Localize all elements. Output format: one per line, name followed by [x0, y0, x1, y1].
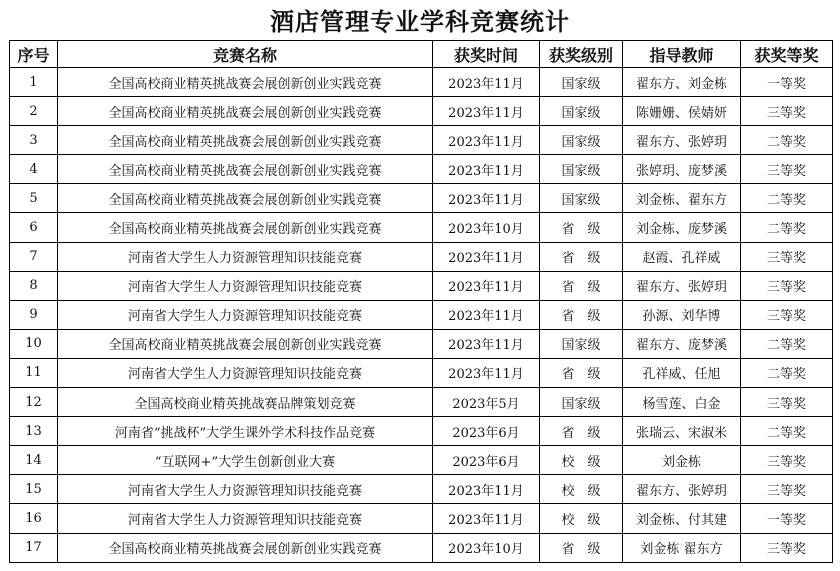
cell-competition: 全国高校商业精英挑战赛会展创新创业实践竞赛 — [58, 155, 433, 184]
cell-index: 6 — [10, 213, 58, 242]
cell-award-level: 省 级 — [540, 242, 623, 271]
cell-award-grade: 二等奖 — [741, 329, 833, 358]
cell-award-level: 省 级 — [540, 358, 623, 387]
cell-award-time: 2023年11月 — [433, 97, 540, 126]
table-row — [10, 184, 833, 213]
cell-award-level: 校 级 — [540, 446, 623, 475]
cell-index: 13 — [10, 417, 58, 446]
cell-award-grade: 三等奖 — [741, 475, 833, 504]
table-row — [10, 358, 833, 387]
cell-award-level: 国家级 — [540, 184, 623, 213]
table-row — [10, 329, 833, 358]
header-award-grade: 获奖等奖 — [741, 41, 833, 68]
cell-competition: 全国高校商业精英挑战赛会展创新创业实践竞赛 — [58, 97, 433, 126]
cell-award-time: 2023年10月 — [433, 533, 540, 562]
table-row — [10, 475, 833, 504]
cell-award-grade: 一等奖 — [741, 68, 833, 97]
cell-award-grade: 二等奖 — [741, 126, 833, 155]
page-title: 酒店管理专业学科竞赛统计 — [270, 7, 570, 36]
cell-award-level: 省 级 — [540, 300, 623, 329]
cell-award-level: 校 级 — [540, 504, 623, 533]
table-row — [10, 504, 833, 533]
cell-advisors: 翟东方、张婷玥 — [623, 126, 741, 155]
cell-advisors: 刘金栋 — [623, 446, 741, 475]
cell-index: 9 — [10, 300, 58, 329]
cell-advisors: 孔祥威、任旭 — [623, 358, 741, 387]
cell-award-time: 2023年11月 — [433, 358, 540, 387]
cell-index: 3 — [10, 126, 58, 155]
cell-award-grade: 三等奖 — [741, 271, 833, 300]
cell-advisors: 张瑞云、宋淑米 — [623, 417, 741, 446]
cell-competition: 河南省“挑战杯”大学生课外学术科技作品竞赛 — [58, 417, 433, 446]
cell-competition: 河南省大学生人力资源管理知识技能竞赛 — [58, 271, 433, 300]
cell-advisors: 张婷玥、庞梦溪 — [623, 155, 741, 184]
cell-award-level: 省 级 — [540, 213, 623, 242]
cell-advisors: 陈姗姗、侯婧妍 — [623, 97, 741, 126]
cell-competition: 全国高校商业精英挑战赛品牌策划竞赛 — [58, 388, 433, 417]
cell-award-time: 2023年11月 — [433, 329, 540, 358]
cell-competition: 河南省大学生人力资源管理知识技能竞赛 — [58, 242, 433, 271]
cell-award-time: 2023年11月 — [433, 68, 540, 97]
cell-award-time: 2023年11月 — [433, 184, 540, 213]
table-row — [10, 97, 833, 126]
cell-index: 8 — [10, 271, 58, 300]
cell-award-grade: 二等奖 — [741, 417, 833, 446]
cell-competition: 河南省大学生人力资源管理知识技能竞赛 — [58, 504, 433, 533]
header-index: 序号 — [10, 41, 58, 68]
cell-award-grade: 二等奖 — [741, 184, 833, 213]
cell-award-grade: 三等奖 — [741, 242, 833, 271]
cell-index: 11 — [10, 358, 58, 387]
cell-award-time: 2023年11月 — [433, 155, 540, 184]
cell-award-grade: 三等奖 — [741, 388, 833, 417]
cell-advisors: 刘金栋、庞梦溪 — [623, 213, 741, 242]
table-row — [10, 155, 833, 184]
cell-award-level: 国家级 — [540, 329, 623, 358]
cell-award-grade: 三等奖 — [741, 300, 833, 329]
cell-index: 16 — [10, 504, 58, 533]
cell-award-grade: 三等奖 — [741, 533, 833, 562]
awards-table — [9, 40, 833, 563]
table-row — [10, 388, 833, 417]
table-row — [10, 300, 833, 329]
cell-index: 14 — [10, 446, 58, 475]
cell-award-level: 省 级 — [540, 533, 623, 562]
cell-index: 5 — [10, 184, 58, 213]
cell-advisors: 翟东方、庞梦溪 — [623, 329, 741, 358]
cell-award-level: 国家级 — [540, 155, 623, 184]
cell-advisors: 刘金栋、翟东方 — [623, 184, 741, 213]
cell-award-time: 2023年11月 — [433, 271, 540, 300]
cell-award-level: 国家级 — [540, 68, 623, 97]
table-row — [10, 68, 833, 97]
cell-award-grade: 二等奖 — [741, 213, 833, 242]
table-row — [10, 213, 833, 242]
cell-advisors: 翟东方、张婷玥 — [623, 475, 741, 504]
cell-index: 7 — [10, 242, 58, 271]
header-award-time: 获奖时间 — [433, 41, 540, 68]
header-advisors: 指导教师 — [623, 41, 741, 68]
cell-competition: 全国高校商业精英挑战赛会展创新创业实践竞赛 — [58, 68, 433, 97]
cell-index: 12 — [10, 388, 58, 417]
cell-advisors: 赵霞、孔祥威 — [623, 242, 741, 271]
cell-award-time: 2023年11月 — [433, 126, 540, 155]
cell-award-level: 国家级 — [540, 126, 623, 155]
table-row — [10, 126, 833, 155]
cell-advisors: 翟东方、刘金栋 — [623, 68, 741, 97]
cell-award-level: 国家级 — [540, 97, 623, 126]
cell-competition: 全国高校商业精英挑战赛会展创新创业实践竞赛 — [58, 329, 433, 358]
cell-index: 4 — [10, 155, 58, 184]
cell-competition: 河南省大学生人力资源管理知识技能竞赛 — [58, 475, 433, 504]
table-row — [10, 446, 833, 475]
cell-competition: “互联网+”大学生创新创业大赛 — [58, 446, 433, 475]
cell-index: 15 — [10, 475, 58, 504]
cell-award-time: 2023年6月 — [433, 417, 540, 446]
header-row — [10, 41, 833, 68]
cell-award-grade: 三等奖 — [741, 97, 833, 126]
cell-competition: 全国高校商业精英挑战赛会展创新创业实践竞赛 — [58, 184, 433, 213]
cell-award-time: 2023年5月 — [433, 388, 540, 417]
cell-award-grade: 三等奖 — [741, 446, 833, 475]
cell-award-time: 2023年11月 — [433, 504, 540, 533]
cell-competition: 河南省大学生人力资源管理知识技能竞赛 — [58, 358, 433, 387]
header-award-level: 获奖级别 — [540, 41, 623, 68]
cell-competition: 全国高校商业精英挑战赛会展创新创业实践竞赛 — [58, 213, 433, 242]
table-row — [10, 417, 833, 446]
table-row — [10, 271, 833, 300]
cell-award-grade: 三等奖 — [741, 155, 833, 184]
cell-award-time: 2023年6月 — [433, 446, 540, 475]
cell-advisors: 杨雪莲、白金 — [623, 388, 741, 417]
cell-award-level: 省 级 — [540, 417, 623, 446]
table-row — [10, 242, 833, 271]
cell-index: 2 — [10, 97, 58, 126]
cell-index: 1 — [10, 68, 58, 97]
cell-advisors: 翟东方、张婷玥 — [623, 271, 741, 300]
cell-competition: 全国高校商业精英挑战赛会展创新创业实践竞赛 — [58, 126, 433, 155]
cell-award-level: 省 级 — [540, 271, 623, 300]
cell-advisors: 刘金栋、付其建 — [623, 504, 741, 533]
table-row — [10, 533, 833, 562]
cell-index: 10 — [10, 329, 58, 358]
cell-competition: 河南省大学生人力资源管理知识技能竞赛 — [58, 300, 433, 329]
cell-award-time: 2023年11月 — [433, 242, 540, 271]
cell-award-grade: 一等奖 — [741, 504, 833, 533]
cell-advisors: 刘金栋 翟东方 — [623, 533, 741, 562]
cell-award-time: 2023年10月 — [433, 213, 540, 242]
cell-award-level: 国家级 — [540, 388, 623, 417]
cell-award-grade: 二等奖 — [741, 358, 833, 387]
cell-award-level: 校 级 — [540, 475, 623, 504]
cell-award-time: 2023年11月 — [433, 300, 540, 329]
header-competition: 竞赛名称 — [58, 41, 433, 68]
cell-advisors: 孙源、刘华博 — [623, 300, 741, 329]
cell-competition: 全国高校商业精英挑战赛会展创新创业实践竞赛 — [58, 533, 433, 562]
cell-award-time: 2023年11月 — [433, 475, 540, 504]
cell-index: 17 — [10, 533, 58, 562]
